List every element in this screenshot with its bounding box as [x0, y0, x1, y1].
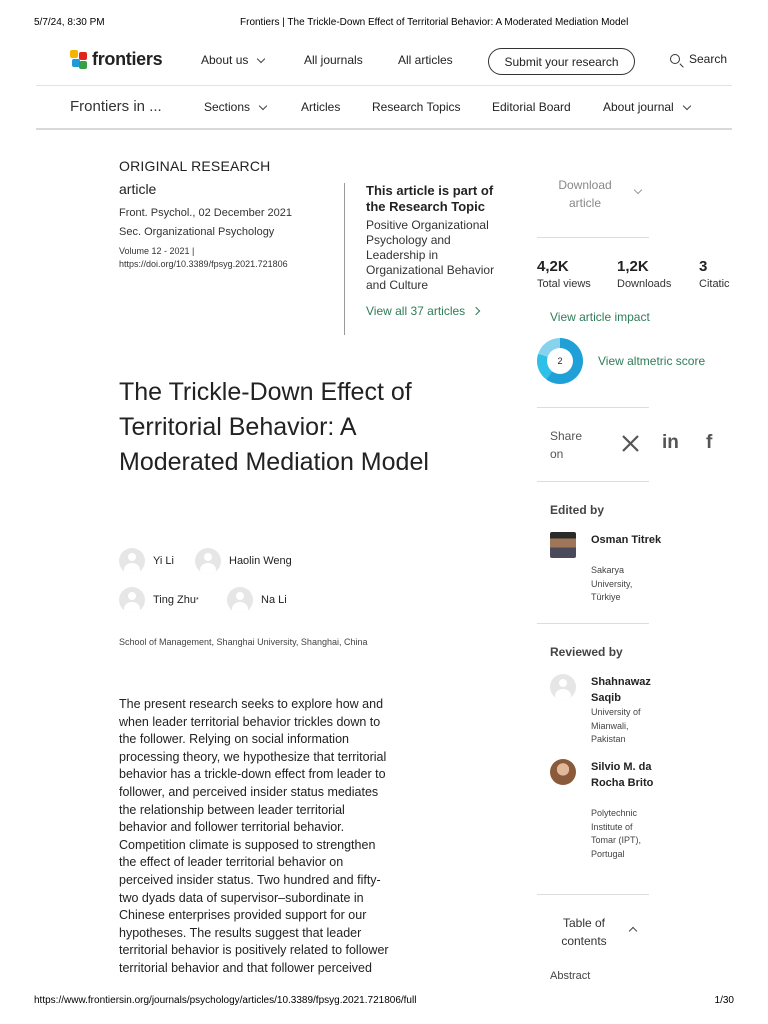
nav-articles[interactable]: Articles [301, 100, 341, 114]
reviewer-institution: University of Mianwali, Pakistan [591, 707, 641, 744]
avatar [195, 548, 221, 574]
frontiers-logo-icon [70, 50, 88, 70]
print-title: Frontiers | The Trickle-Down Effect of Territorial Behavior: A Moderated Mediation Model [240, 17, 629, 28]
toc-abstract-link[interactable]: Abstract [550, 970, 591, 982]
chevron-down-icon [682, 101, 690, 109]
print-datetime: 5/7/24, 8:30 PM [34, 17, 105, 28]
download-article-button[interactable] [537, 170, 649, 238]
volume: Volume 12 - 2021 | [119, 246, 195, 256]
nav-about-us[interactable] [201, 53, 264, 67]
search-button[interactable] [670, 52, 727, 66]
divider [537, 407, 649, 408]
divider [537, 481, 649, 482]
reviewed-by-heading: Reviewed by [550, 645, 623, 659]
nav-about-journal-label: About journal [603, 100, 674, 114]
author-name: Na Li [261, 594, 287, 606]
stat-value: 3 [699, 258, 708, 275]
divider [537, 894, 649, 895]
nav-about-us-label: About us [201, 53, 249, 67]
volume-doi [119, 245, 288, 271]
affiliation: School of Management, Shanghai University, Shanghai, China [119, 637, 368, 647]
reviewer-institution: Polytechnic Institute of Tomar (IPT), Portugal [591, 808, 642, 859]
view-article-impact-link[interactable]: View article impact [550, 310, 650, 324]
journal-name[interactable]: Frontiers in ... [70, 98, 162, 115]
table-of-contents-label: Table of contents [561, 916, 607, 948]
stat-label: Total views [537, 278, 591, 290]
stat-label: Downloads [617, 278, 672, 290]
print-footer [34, 995, 734, 1009]
article-type: ORIGINAL RESEARCH [119, 158, 271, 174]
author-item[interactable] [227, 587, 287, 613]
print-page-number: 1/30 [714, 995, 734, 1006]
logo-text: frontiers [92, 49, 163, 69]
doi-link[interactable]: https://doi.org/10.3389/fpsyg.2021.721806 [119, 259, 288, 269]
journal-date: Front. Psychol., 02 December 2021 [119, 207, 293, 219]
stat-value: 1,2K [617, 258, 649, 275]
stat-label: Citatic [699, 278, 730, 290]
avatar [227, 587, 253, 613]
chevron-up-icon [629, 927, 637, 935]
stat-value: 4,2K [537, 258, 569, 275]
author-name: Yi Li [153, 555, 174, 567]
altmetric-donut-icon [537, 338, 583, 384]
stat-downloads [617, 258, 671, 290]
article-type-sub: article [119, 181, 157, 197]
nav-editorial-board[interactable]: Editorial Board [492, 100, 571, 114]
search-label: Search [689, 52, 728, 66]
journal-navigation [36, 86, 732, 130]
article-title: The Trickle-Down Effect of Territorial Behavior: A Moderated Mediation Model [119, 378, 429, 476]
view-altmetric-score-link[interactable]: View altmetric score [598, 354, 706, 368]
journal-section[interactable]: Sec. Organizational Psychology [119, 226, 275, 238]
share-label [550, 427, 592, 463]
research-topic-box [344, 183, 514, 335]
avatar [119, 587, 145, 613]
view-all-articles-link[interactable] [366, 304, 514, 318]
author-name: Ting Zhu [153, 594, 197, 606]
stat-citations [699, 258, 737, 290]
research-topic-heading: This article is part of the Research Topic [366, 183, 494, 214]
facebook-icon[interactable]: f [706, 432, 713, 453]
reviewer-name: Silvio M. da Rocha Brito [591, 761, 654, 789]
editor-name: Osman Titrek [591, 534, 662, 546]
corresponding-author-mark: * [196, 596, 199, 604]
avatar [550, 674, 576, 700]
chevron-right-icon [472, 307, 480, 315]
editor-photo [550, 532, 576, 558]
chevron-down-icon [259, 101, 267, 109]
x-icon[interactable] [621, 434, 640, 459]
nav-all-articles[interactable]: All articles [398, 53, 453, 67]
submit-research-button[interactable]: Submit your research [488, 48, 635, 75]
print-header [34, 17, 734, 31]
author-name: Haolin Weng [229, 555, 292, 567]
author-item[interactable] [119, 587, 199, 613]
reviewer-photo [550, 759, 576, 785]
search-icon [670, 54, 680, 64]
nav-all-journals[interactable]: All journals [304, 53, 363, 67]
author-item[interactable] [195, 548, 292, 574]
download-article-label: Download article [558, 178, 612, 210]
divider [537, 623, 649, 624]
reviewer-name: Shahnawaz Saqib [591, 676, 651, 704]
chevron-down-icon [634, 186, 642, 194]
author-item[interactable] [119, 548, 174, 574]
frontiers-logo[interactable] [70, 49, 162, 70]
nav-sections-label: Sections [204, 100, 251, 114]
nav-research-topics[interactable]: Research Topics [372, 100, 461, 114]
edited-by-heading: Edited by [550, 503, 605, 517]
print-url: https://www.frontiersin.org/journals/psychology/articles/10.3389/fpsyg.2021.721806/full [34, 995, 417, 1006]
editor-institution: Sakarya University, Türkiye [591, 565, 633, 602]
top-navigation [36, 35, 732, 86]
abstract-text: The present research seeks to explore how and when leader territorial behavior trickles down to the follower. Relying on social information processing theory, we hypothesize that territorial behavior has a trickle-down effect from leader to follower, and perceived insider status mediates the relationship between leader territorial behavior and follower territorial behavior. Competition climate is supposed to strengthen the effect of leader territorial behavior on perceived insider status. Two hundred and fifty- two dyads data of supervisor–subordinate in Chinese enterprises provided support for our hypotheses. The results suggest that leader territorial behavior is positively related to follower territorial behavior and that follower perceived [119, 697, 389, 975]
view-all-articles-label: View all 37 articles [366, 304, 466, 318]
share-text: Share on [550, 429, 583, 461]
stat-total-views [537, 258, 591, 290]
altmetric-score: 2 [547, 348, 573, 374]
nav-sections[interactable] [204, 100, 266, 114]
nav-about-journal[interactable] [603, 100, 690, 114]
chevron-down-icon [257, 54, 265, 62]
altmetric-widget[interactable] [537, 338, 705, 384]
linkedin-icon[interactable]: in [662, 432, 679, 453]
research-topic-name[interactable]: Positive Organizational Psychology and Leadership in Organizational Behavior and Culture [366, 218, 495, 292]
avatar [119, 548, 145, 574]
